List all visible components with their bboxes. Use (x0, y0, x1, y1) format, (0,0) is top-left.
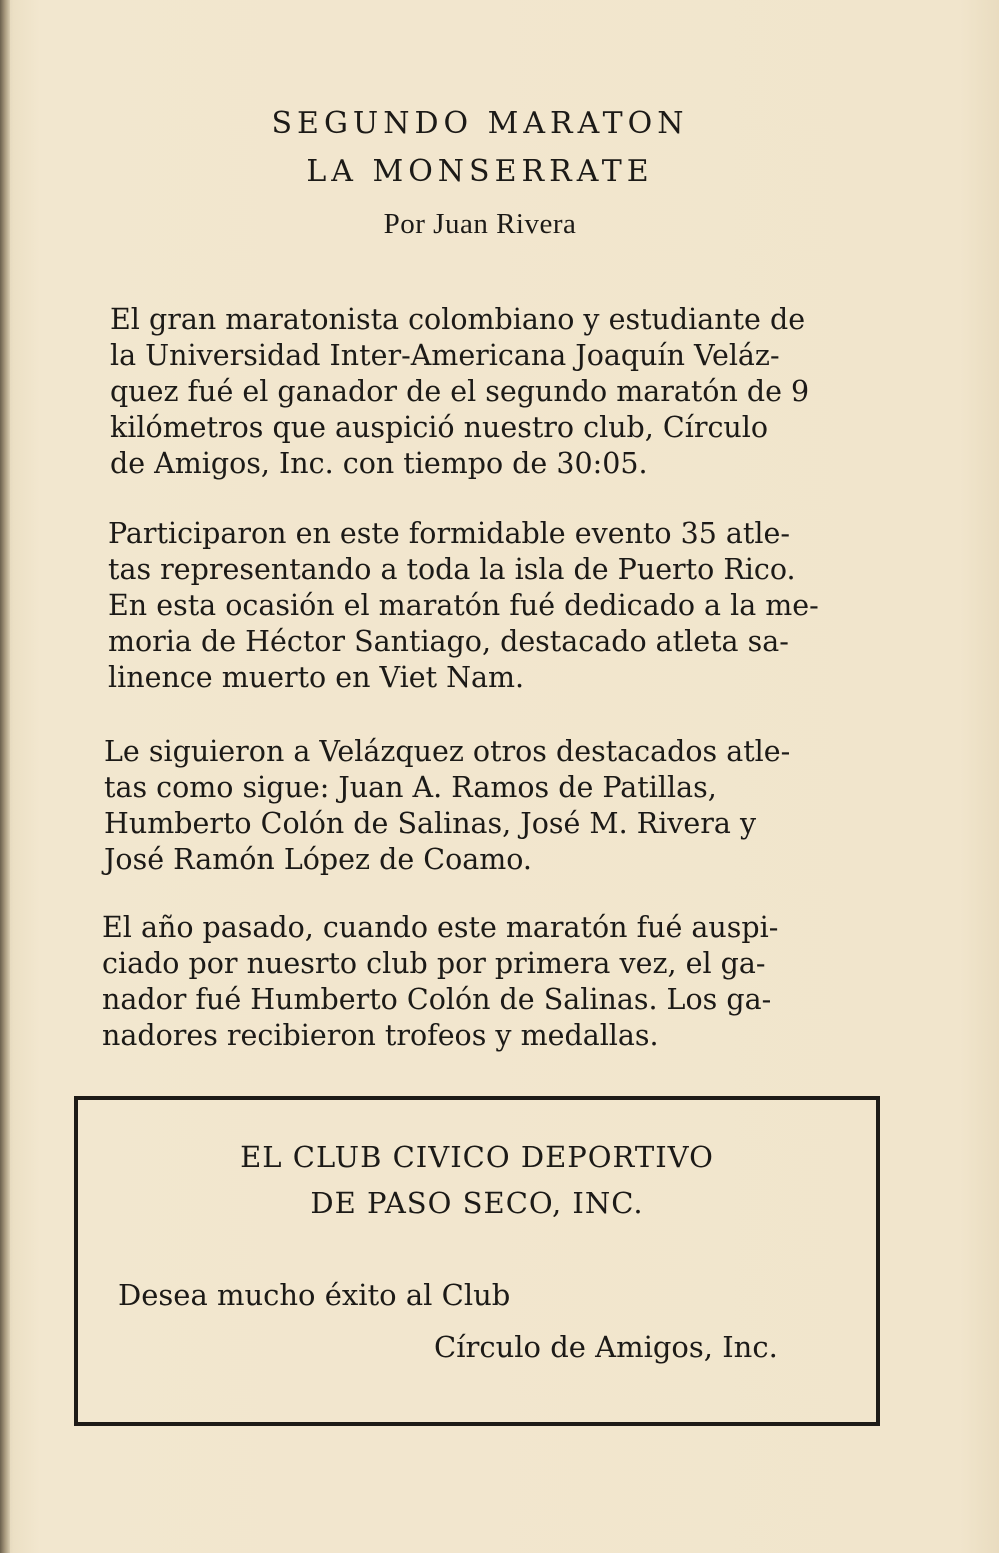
article-paragraph-3 (104, 734, 884, 878)
paragraph-line: El gran maratonista colombiano y estudiante de (110, 303, 806, 336)
paragraph-line: Participaron en este formidable evento 35 atle- (108, 517, 790, 550)
paragraph-line: ciado por nuesrto club por primera vez, el ga- (102, 947, 766, 980)
paragraph-line: kilómetros que auspició nuestro club, Círculo (110, 411, 769, 444)
ad-title-line1: EL CLUB CIVICO DEPORTIVO (240, 1140, 714, 1174)
article-paragraph-4 (102, 910, 882, 1054)
paragraph-line: tas como sigue: Juan A. Ramos de Patillas, (104, 771, 717, 804)
paragraph-line: de Amigos, Inc. con tiempo de 30:05. (110, 447, 648, 480)
article-title-line2: LA MONSERRATE (306, 154, 654, 189)
paragraph-line: tas representando a toda la isla de Puerto Rico. (108, 553, 796, 586)
paragraph-line: En esta ocasión el maratón fué dedicado a la me- (108, 589, 819, 622)
advertisement-box (74, 1096, 880, 1426)
article-byline: Por Juan Rivera (383, 208, 577, 240)
paragraph-line: Humberto Colón de Salinas, José M. Rivera y (104, 807, 757, 840)
paragraph-line: Le siguieron a Velázquez otros destacados atle- (104, 735, 791, 768)
paragraph-line: José Ramón López de Coamo. (104, 843, 532, 876)
paragraph-line: El año pasado, cuando este maratón fué auspi- (102, 911, 779, 944)
paragraph-line: quez fué el ganador de el segundo maratón de 9 (110, 375, 810, 408)
paragraph-line: nadores recibieron trofeos y medallas. (102, 1019, 659, 1052)
paragraph-line: moria de Héctor Santiago, destacado atleta sa- (108, 625, 789, 658)
ad-message: Desea mucho éxito al Club (118, 1278, 511, 1312)
paragraph-line: linence muerto en Viet Nam. (108, 661, 525, 694)
ad-title-line2: DE PASO SECO, INC. (310, 1186, 644, 1220)
ad-club-name: Círculo de Amigos, Inc. (434, 1330, 778, 1364)
article-paragraph-2 (108, 516, 888, 696)
paragraph-line: la Universidad Inter-Americana Joaquín Veláz- (110, 339, 780, 372)
article-title-line1: SEGUNDO MARATON (271, 106, 689, 141)
paragraph-line: nador fué Humberto Colón de Salinas. Los ga- (102, 983, 772, 1016)
article-paragraph-1 (110, 302, 890, 482)
